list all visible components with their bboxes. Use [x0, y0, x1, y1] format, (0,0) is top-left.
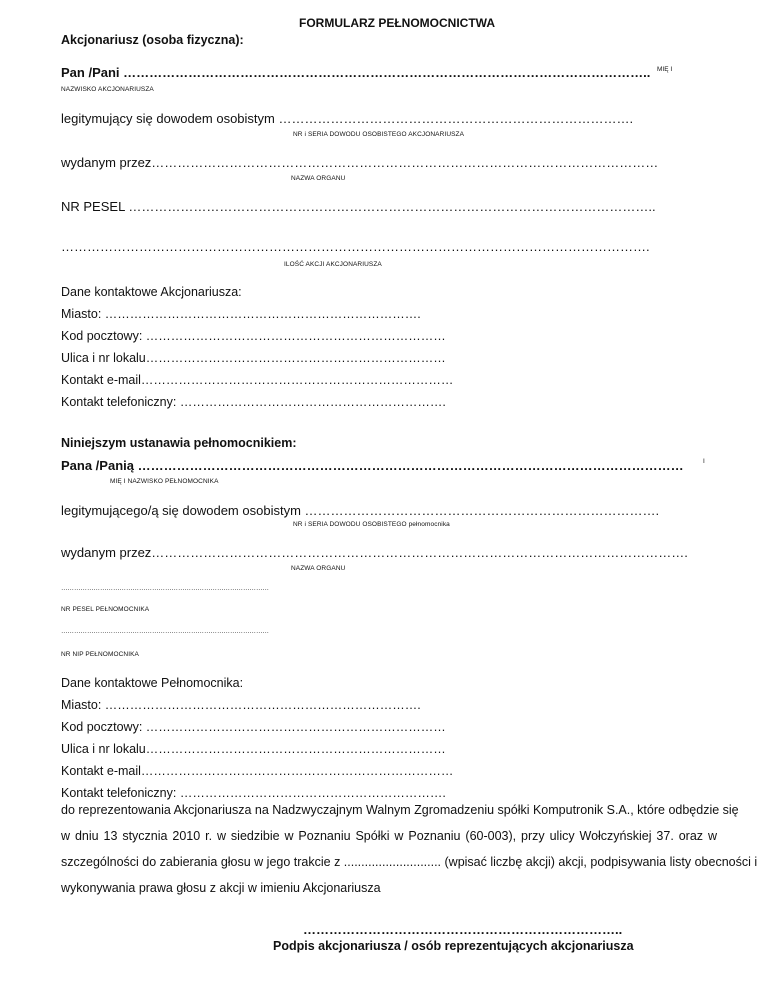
- proxy-name-caption: MIĘ I NAZWISKO PEŁNOMOCNIKA: [110, 478, 219, 485]
- proxy-city-field[interactable]: Miasto: ………………………………………………………………….: [61, 698, 421, 712]
- proxy-contact-heading: Dane kontaktowe Pełnomocnika:: [61, 676, 244, 690]
- proxy-pesel-caption: NR PESEL PEŁNOMOCNIKA: [61, 606, 150, 613]
- shareholder-phone-field[interactable]: Kontakt telefoniczny: ……………………………………………………….: [61, 395, 446, 409]
- shareholder-section-heading: Akcjonariusz (osoba fizyczna):: [61, 33, 244, 47]
- shareholder-city-field[interactable]: Miasto: ………………………………………………………………….: [61, 307, 421, 321]
- form-title: FORMULARZ PEŁNOMOCNICTWA: [299, 16, 495, 30]
- shareholder-shares-caption: ILOŚĆ AKCJI AKCJONARIUSZA: [284, 261, 382, 268]
- proxy-id-field[interactable]: legitymującego/ą się dowodem osobistym ……………………………………………………………………….: [61, 503, 660, 518]
- proxy-id-caption: NR i SERIA DOWODU OSOBISTEGO pełnomocnika: [293, 521, 450, 528]
- shareholder-contact-heading: Dane kontaktowe Akcjonariusza:: [61, 285, 242, 299]
- authorization-line: szczególności do zabierania głosu w jego trakcie z ............................ (wpisać liczbę akcji) akcji, podpisywania listy obecności i: [61, 855, 758, 869]
- shareholder-issued-by-caption: NAZWA ORGANU: [291, 175, 346, 182]
- shareholder-email-field[interactable]: Kontakt e-mail…………………………………………………………………: [61, 373, 454, 387]
- authorization-paragraph: [61, 797, 758, 901]
- proxy-phone-field[interactable]: Kontakt telefoniczny: ……………………………………………………….: [61, 786, 446, 800]
- shareholder-name-field[interactable]: Pan /Pani …………………………………………………………………………………………………………..: [61, 65, 651, 80]
- shareholder-id-field[interactable]: legitymujący się dowodem osobistym ……………………………………………………………………….: [61, 111, 634, 126]
- shareholder-name-side-note: MIĘ I: [657, 66, 673, 73]
- proxy-nip-caption: NR NIP PEŁNOMOCNIKA: [61, 651, 139, 658]
- shareholder-pesel-field[interactable]: NR PESEL …………………………………………………………………………………………………………..: [61, 199, 656, 214]
- authorization-line: wykonywania prawa głosu z akcji w imieniu Akcjonariusza: [61, 881, 381, 895]
- shareholder-issued-by-field[interactable]: wydanym przez………………………………………………………………………………………………………: [61, 155, 659, 170]
- authorization-line: do reprezentowania Akcjonariusza na Nadzwyczajnym Walnym Zgromadzeniu spółki Komputronik S.A., które odbędzie się: [61, 803, 739, 817]
- proxy-email-field[interactable]: Kontakt e-mail…………………………………………………………………: [61, 764, 454, 778]
- proxy-name-side-note: I: [703, 458, 705, 465]
- shareholder-shares-field[interactable]: ……………………………………………………………………………………………………………………….: [61, 239, 650, 254]
- proxy-street-field[interactable]: Ulica i nr lokalu………………………………………………………………: [61, 742, 446, 756]
- proxy-nip-field[interactable]: ……………………………………………………………………………………: [61, 628, 269, 635]
- proxy-postcode-field[interactable]: Kod pocztowy: ………………………………………………………………: [61, 720, 446, 734]
- shareholder-postcode-field[interactable]: Kod pocztowy: ………………………………………………………………: [61, 329, 446, 343]
- proxy-pesel-field[interactable]: ……………………………………………………………………………………: [61, 585, 269, 592]
- proxy-issued-by-field[interactable]: wydanym przez…………………………………………………………………………………………………………….: [61, 545, 688, 560]
- proxy-section-heading: Niniejszym ustanawia pełnomocnikiem:: [61, 436, 297, 450]
- authorization-line: w dniu 13 stycznia 2010 r. w siedzibie w Poznaniu Spółki w Poznaniu (60-003), przy ulicy Wołczyńskiej 37. oraz w: [61, 829, 717, 843]
- shareholder-id-caption: NR i SERIA DOWODU OSOBISTEGO AKCJONARIUSZA: [293, 131, 465, 138]
- proxy-name-field[interactable]: Pana /Panią ………………………………………………………………………………………………………………: [61, 458, 684, 473]
- signature-label: Podpis akcjonariusza / osób reprezentujących akcjonariusza: [273, 939, 634, 953]
- proxy-issued-by-caption: NAZWA ORGANU: [291, 565, 346, 572]
- shareholder-name-caption: NAZWISKO AKCJONARIUSZA: [61, 86, 154, 93]
- signature-field[interactable]: ………………………………………………………………..: [303, 922, 623, 937]
- shareholder-street-field[interactable]: Ulica i nr lokalu………………………………………………………………: [61, 351, 446, 365]
